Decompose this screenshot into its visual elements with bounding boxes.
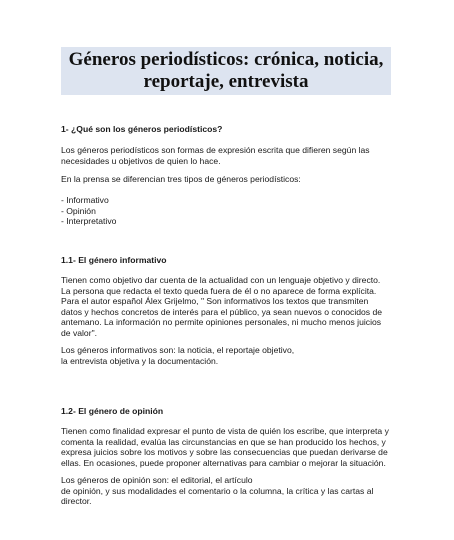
text-line: datos y hechos concretos de interés para el público, ya sean nuevos o conocidos de — [61, 306, 383, 317]
list-item: - Interpretativo — [61, 216, 117, 227]
text-line: antemano. La información no permite opiniones personales, ni mucho menos juicios — [61, 317, 382, 328]
text-line: Los géneros de opinión son: el editorial, el artículo — [61, 475, 253, 485]
text-line: la entrevista objetiva y la documentación. — [61, 355, 219, 366]
section-1-2-paragraph-2 — [61, 475, 373, 507]
text-line: Para el autor español Álex Grijelmo, " Son informativos los textos que transmiten — [61, 296, 369, 307]
document-title — [61, 47, 391, 95]
genre-list — [61, 195, 116, 227]
text-line: director. — [61, 496, 92, 507]
list-item: - Informativo — [61, 195, 109, 205]
section-1-paragraph-2 — [61, 174, 301, 185]
text-line: La persona que redacta el texto queda fuera de él o no aparece de forma explícita. — [61, 285, 377, 296]
text-line: ellas. En ocasiones, puede proponer alternativas para cambiar o mejorar la situación. — [61, 457, 386, 468]
section-1-1-paragraph-2 — [61, 345, 294, 366]
text-line: En la prensa se diferencian tres tipos de géneros periodísticos: — [61, 174, 301, 184]
text-line: Los géneros periodísticos son formas de expresión escrita que difieren según las — [61, 145, 370, 155]
section-1-1-heading: 1.1- El género informativo — [61, 255, 167, 265]
section-1-paragraph-1 — [61, 145, 370, 166]
title-line-2: reportaje, entrevista — [143, 71, 309, 92]
text-line: expresa juicios sobre los motivos y sobre las consecuencias que puedan derivarse de — [61, 447, 388, 458]
text-line: Tienen como finalidad expresar el punto de vista de quién los escribe, que interpreta y — [61, 426, 389, 436]
text-line: de valor". — [61, 327, 98, 338]
section-1-2-paragraph-1 — [61, 426, 389, 468]
section-1-heading: 1- ¿Qué son los géneros periodísticos? — [61, 124, 223, 134]
section-1-2-heading: 1.2- El género de opinión — [61, 406, 164, 416]
section-1-1-paragraph-1 — [61, 275, 382, 339]
title-line-1: Géneros periodísticos: crónica, noticia, — [68, 49, 384, 70]
text-line: Los géneros informativos son: la noticia, el reportaje objetivo, — [61, 345, 295, 355]
list-item: - Opinión — [61, 205, 96, 216]
text-line: de opinión, y sus modalidades el comentario o la columna, la crítica y las cartas al — [61, 485, 374, 496]
text-line: Tienen como objetivo dar cuenta de la actualidad con un lenguaje objetivo y directo. — [61, 275, 381, 285]
text-line: comenta la realidad, evalúa las circunstancias en que se han producido los hechos, y — [61, 436, 386, 447]
text-line: necesidades u objetivos de quien lo hace. — [61, 155, 221, 166]
